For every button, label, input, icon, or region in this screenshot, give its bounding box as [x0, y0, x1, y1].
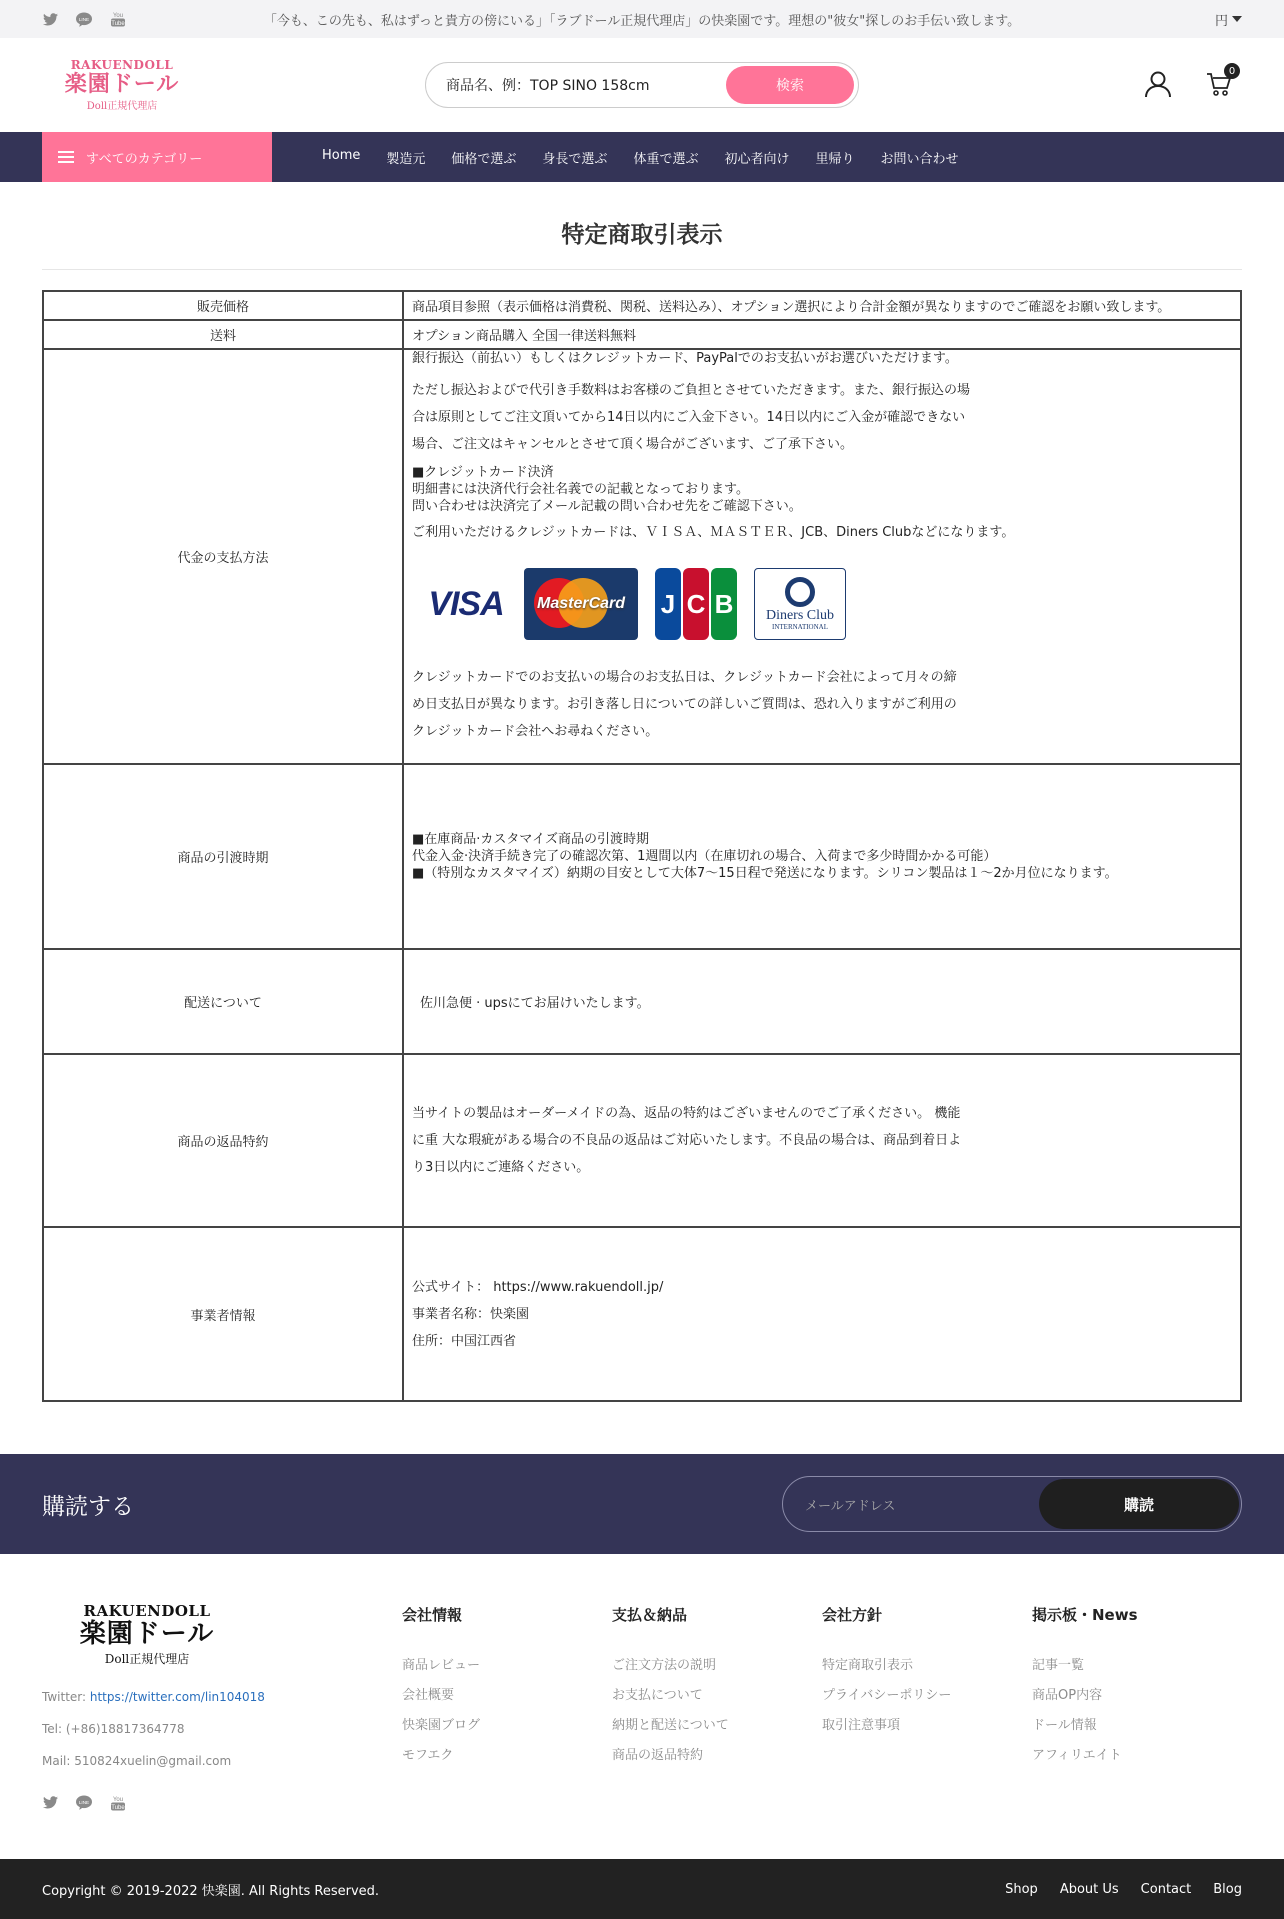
footer-column-title: 支払＆納品 [612, 1606, 688, 1624]
delivery-label: 商品の引渡時期 [43, 764, 403, 949]
phone-text: Tel: (+86)18817364778 [42, 1721, 185, 1736]
footer-column-payment [612, 1602, 822, 1868]
social-links [42, 11, 126, 27]
footer-column-title: 掲示板・News [1032, 1606, 1138, 1624]
footer-link[interactable]: 商品OP内容 [1032, 1688, 1103, 1703]
footer-contact [42, 1602, 402, 1868]
payment-text: 合は原則としてご注文頂いてから14日以内にご入金下さい。14日以内にご入金が確認できない [412, 410, 966, 425]
currency-label: 円 [1214, 13, 1228, 29]
svg-text:You: You [112, 13, 124, 19]
svg-text:LINE: LINE [78, 1800, 90, 1806]
card-logos [420, 568, 1232, 640]
bottom-link-about[interactable]: About Us [1059, 1881, 1119, 1897]
bottom-links [1005, 1882, 1242, 1897]
footer-logo[interactable] [52, 1602, 242, 1667]
diners-subtext: INTERNATIONAL [772, 623, 828, 631]
search-bar [425, 62, 859, 108]
page-title: 特定商取引表示 [561, 222, 723, 248]
returns-text: 当サイトの製品はオーダーメイドの為、返品の特約はございませんのでご了承ください。 機能 [412, 1106, 961, 1121]
search-input[interactable]: 商品名、例：TOP SINO 158cm [446, 78, 650, 94]
footer-link[interactable]: プライバシーポリシー [822, 1688, 952, 1703]
returns-label: 商品の返品特約 [43, 1054, 403, 1227]
newsletter-form [782, 1476, 1242, 1532]
courier-label: 配送について [43, 949, 403, 1054]
subscribe-button[interactable]: 購読 [1039, 1479, 1239, 1529]
contact-info [42, 1681, 402, 1777]
footer-link[interactable]: ドール情報 [1032, 1718, 1097, 1733]
payment-text: 場合、ご注文はキャンセルとさせて頂く場合がございます、ご了承下さい。 [412, 437, 853, 452]
delivery-value [403, 764, 1241, 949]
delivery-text: ■在庫商品·カスタマイズ商品の引渡時期 [412, 832, 650, 847]
table-row [43, 320, 1241, 349]
main-nav [0, 132, 1284, 182]
diners-text: Diners Club [765, 608, 835, 623]
footer [0, 1554, 1284, 1868]
footer-link[interactable]: 取引注意事項 [822, 1718, 901, 1733]
svg-text:You: You [112, 1796, 124, 1803]
youtube-icon[interactable] [110, 11, 126, 27]
payment-value [403, 349, 1241, 764]
company-address: 住所：中国江西省 [412, 1333, 517, 1349]
table-row [43, 349, 1241, 764]
svg-text:Tube: Tube [111, 1804, 125, 1811]
footer-link[interactable]: 快楽園ブログ [402, 1718, 481, 1733]
nav-contact[interactable]: お問い合わせ [880, 151, 959, 167]
twitter-icon[interactable] [42, 1795, 58, 1811]
courier-value: 佐川急便 · upsにてお届けいたします。 [403, 949, 1241, 1054]
bottom-link-contact[interactable]: Contact [1140, 1881, 1192, 1897]
footer-link[interactable]: 商品レビュー [402, 1658, 481, 1673]
mastercard-text: MasterCard [536, 595, 626, 612]
logo-line1: RAKUENDOLL [70, 58, 174, 73]
nav-homecoming[interactable]: 里帰り [815, 151, 855, 167]
footer-link[interactable]: 特定商取引表示 [822, 1658, 914, 1673]
shipping-label: 送料 [43, 320, 403, 349]
footer-column-company [402, 1602, 612, 1868]
all-categories-button[interactable] [42, 132, 272, 182]
footer-column-news [1032, 1602, 1242, 1868]
copyright-bar [0, 1859, 1284, 1919]
nav-links [322, 148, 959, 167]
logo-line2: 楽園ドール [64, 71, 180, 98]
twitter-icon[interactable] [42, 11, 58, 27]
youtube-icon[interactable] [110, 1795, 126, 1811]
delivery-text: 代金入金·決済手続き完了の確認次第、1週間以内（在庫切れの場合、入荷まで多少時間かかる可能） [412, 849, 997, 864]
line-icon[interactable] [76, 11, 92, 27]
nav-by-height[interactable]: 身長で選ぶ [542, 151, 608, 167]
logo-line3: Doll正規代理店 [104, 1651, 190, 1666]
footer-link[interactable]: 納期と配送について [612, 1718, 729, 1733]
logo-line3: Doll正規代理店 [86, 100, 158, 112]
shipping-value: オプション商品購入 全国一律送料無料 [403, 320, 1241, 349]
announcement-text: 「今も、この先も、私はずっと貴方の傍にいる」「ラブドール正規代理店」の快楽園です。理想の"彼女"探しのお手伝い致します。 [263, 13, 1021, 29]
nav-by-price[interactable]: 価格で選ぶ [451, 151, 517, 167]
nav-home[interactable]: Home [322, 147, 361, 163]
cart-button[interactable] [1206, 65, 1236, 101]
returns-text: り3日以内にご連絡ください。 [412, 1160, 590, 1175]
site-logo[interactable] [42, 58, 202, 111]
returns-text: に重 大な瑕疵がある場合の不良品の返品はご対応いたします。不良品の場合は、商品到着日よ [412, 1133, 962, 1148]
payment-text: ただし振込およびで代引き手数料はお客様のご負担とさせていただきます。また、銀行振込の場 [412, 383, 970, 398]
footer-link[interactable]: 記事一覧 [1032, 1658, 1085, 1673]
commerce-info-table [42, 290, 1242, 1402]
header [0, 38, 1284, 132]
top-bar [0, 0, 1284, 38]
footer-link[interactable]: アフィリエイト [1032, 1748, 1122, 1763]
twitter-label: Twitter: [42, 1689, 90, 1704]
payment-label: 代金の支払方法 [43, 349, 403, 764]
returns-value [403, 1054, 1241, 1227]
footer-link[interactable]: ご注文方法の説明 [612, 1658, 717, 1673]
email-input[interactable]: メールアドレス [805, 1498, 896, 1514]
payment-text: 問い合わせは決済完了メール記載の問い合わせ先をご確認下さい。 [412, 499, 802, 514]
nav-by-weight[interactable]: 体重で選ぶ [633, 151, 699, 167]
payment-text: 銀行振込（前払い）もしくはクレジットカード、PayPalでのお支払いがお選びいただけます。 [412, 351, 958, 366]
payment-text: クレジットカード会社へお尋ねください。 [412, 724, 659, 739]
footer-column-title: 会社方針 [822, 1606, 883, 1624]
newsletter-heading: 購読する [42, 1493, 134, 1520]
logo-line1: RAKUENDOLL [83, 1602, 211, 1620]
price-value: 商品項目参照（表示価格は消費税、関税、送料込み）、オプション選択により合計金額が異なりますのでご確認をお願い致します。 [403, 291, 1241, 320]
search-button[interactable]: 検索 [726, 66, 854, 104]
company-label: 事業者情報 [43, 1227, 403, 1401]
svg-text:Tube: Tube [111, 21, 125, 27]
footer-link[interactable]: お支払について [612, 1688, 703, 1703]
cart-count-badge: 0 [1224, 63, 1240, 79]
footer-column-title: 会社情報 [402, 1606, 463, 1624]
nav-maker[interactable]: 製造元 [386, 151, 426, 167]
jcb-letter: C [683, 568, 709, 640]
footer-column-policy [822, 1602, 1032, 1868]
table-row [43, 949, 1241, 1054]
header-icons [1144, 65, 1236, 102]
table-row [43, 291, 1241, 320]
footer-social [42, 1795, 402, 1811]
payment-text: ご利用いただけるクレジットカードは、ＶＩＳＡ、ＭＡＳＴＥＲ、JCB、Diners Clubなどになります。 [412, 525, 1015, 540]
currency-selector[interactable] [1215, 10, 1242, 29]
all-categories-label: すべてのカテゴリー [86, 151, 203, 167]
payment-text: め日支払日が異なります。お引き落し日についての詳しいご質問は、恐れ入りますがご利用の [412, 697, 957, 712]
footer-link[interactable]: 商品の返品特約 [612, 1748, 704, 1763]
mail-text: Mail: 510824xuelin@gmail.com [42, 1753, 232, 1768]
footer-link[interactable]: モフエク [402, 1748, 454, 1763]
chevron-down-icon [1232, 16, 1242, 22]
price-label: 販売価格 [43, 291, 403, 320]
table-row [43, 1227, 1241, 1401]
line-icon[interactable] [76, 1795, 92, 1811]
jcb-logo [650, 568, 742, 640]
copyright-text: Copyright © 2019-2022 快楽園. All Rights Reserved. [42, 1883, 380, 1899]
logo-line2: 楽園ドール [79, 1619, 215, 1649]
mastercard-logo [524, 568, 638, 640]
menu-icon [58, 151, 74, 163]
footer-link[interactable]: 会社概要 [402, 1688, 455, 1703]
payment-text: 明細書には決済代行会社名義での記載となっております。 [412, 482, 749, 497]
title-divider [42, 269, 1242, 270]
account-icon[interactable] [1144, 70, 1172, 102]
payment-text: クレジットカードでのお支払いの場合のお支払日は、クレジットカード会社によって月々の締 [412, 670, 957, 685]
newsletter-section [0, 1454, 1284, 1554]
jcb-letter: J [655, 568, 681, 640]
table-row [43, 1054, 1241, 1227]
credit-card-heading: ■クレジットカード決済 [412, 465, 554, 480]
twitter-line [42, 1681, 402, 1713]
twitter-link[interactable]: https://twitter.com/lin104018 [89, 1689, 265, 1704]
company-name: 事業者名称：快楽園 [412, 1306, 530, 1322]
company-value [403, 1227, 1241, 1401]
jcb-letter: B [711, 568, 737, 640]
diners-club-logo [754, 568, 846, 640]
svg-text:LINE: LINE [78, 16, 90, 22]
delivery-text: ■（特別なカスタマイズ）納期の目安として大体7～15日程で発送になります。シリコン製品は１～2か月位になります。 [412, 866, 1118, 881]
nav-beginners[interactable]: 初心者向け [724, 151, 790, 167]
bottom-link-shop[interactable]: Shop [1005, 1881, 1038, 1897]
bottom-link-blog[interactable]: Blog [1213, 1881, 1242, 1897]
table-row [43, 764, 1241, 949]
company-site: 公式サイト： https://www.rakuendoll.jp/ [412, 1279, 664, 1295]
visa-logo: VISA [428, 584, 504, 623]
